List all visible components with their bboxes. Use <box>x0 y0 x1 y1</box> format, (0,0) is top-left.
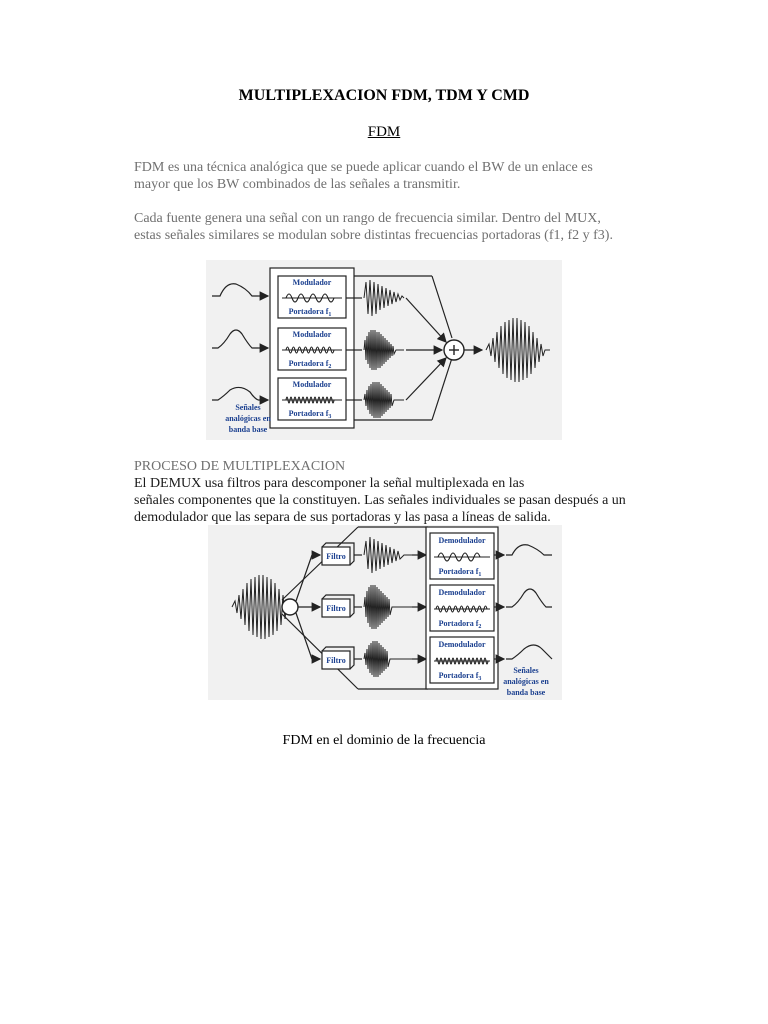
paragraph-line: mayor que los BW combinados de las señales a transmitir. <box>134 177 461 192</box>
baseband-signal-2 <box>212 330 258 348</box>
filtered-signal-2 <box>364 585 412 629</box>
demux-carrier-label-2: Portadora $f_2$ <box>438 619 482 630</box>
demux-legend-line-1: Señales <box>513 666 539 675</box>
filter-label-3: Filtro <box>326 656 346 665</box>
baseband-signal-1 <box>212 284 258 296</box>
mux-diagram <box>206 260 562 440</box>
paragraph-line: demodulador que las separa de sus portadoras y las pasa a líneas de salida. <box>134 510 551 525</box>
carrier-label-3: Portadora $f_3$ <box>288 409 332 420</box>
demodulator-label-1: Demodulador <box>438 536 486 545</box>
paragraph-line: Cada fuente genera una señal con un rango de frecuencia similar. Dentro del MUX, <box>134 211 601 226</box>
modulated-signal-3 <box>364 382 404 418</box>
modulated-signal-1 <box>364 280 404 316</box>
legend-line-2: analógicas en <box>225 414 271 423</box>
paragraph-line: El DEMUX usa filtros para descomponer la señal multiplexada en las <box>134 476 525 491</box>
multiplexed-signal <box>486 318 550 382</box>
demux-carrier-label-3: Portadora $f_3$ <box>438 671 482 682</box>
paragraph-fdm-intro <box>134 159 674 193</box>
carrier-label-2: Portadora $f_2$ <box>288 359 332 370</box>
demodulator-label-2: Demodulador <box>438 588 486 597</box>
output-baseband-1 <box>506 545 552 555</box>
modulator-label-3: Modulador <box>292 380 332 389</box>
carrier-label-1: Portadora $f_1$ <box>288 307 332 318</box>
paragraph-line: FDM es una técnica analógica que se puede aplicar cuando el BW de un enlace es <box>134 160 593 175</box>
demux-legend-line-3: banda base <box>506 688 546 697</box>
demodulator-label-3: Demodulador <box>438 640 486 649</box>
output-baseband-2 <box>506 589 552 607</box>
paragraph-line: señales componentes que la constituyen. Las señales individuales se pasan después a un <box>134 493 626 508</box>
legend-line-1: Señales <box>235 403 261 412</box>
output-baseband-3 <box>506 645 552 659</box>
baseband-signal-3 <box>212 387 258 400</box>
paragraph-line: estas señales similares se modulan sobre distintas frecuencias portadoras (f1, f2 y f3). <box>134 228 613 243</box>
paragraph-sources <box>134 210 674 244</box>
filter-label-2: Filtro <box>326 604 346 613</box>
page-title: MULTIPLEXACION FDM, TDM Y CMD <box>238 87 530 104</box>
section-heading-multiplexing <box>134 458 694 475</box>
filtered-signal-3 <box>364 641 412 677</box>
modulated-signal-2 <box>364 330 404 370</box>
section-heading-text: PROCESO DE MULTIPLEXACION <box>134 459 346 474</box>
demux-diagram <box>208 525 562 700</box>
paragraph-demux <box>134 475 694 526</box>
legend-line-3: banda base <box>228 425 268 434</box>
demux-legend-line-2: analógicas en <box>503 677 549 686</box>
filter-label-1: Filtro <box>326 552 346 561</box>
modulator-label-1: Modulador <box>292 278 332 287</box>
section-title-fdm: FDM <box>367 124 401 140</box>
split-node <box>282 599 298 615</box>
figure-caption: FDM en el dominio de la frecuencia <box>282 733 486 748</box>
modulator-label-2: Modulador <box>292 330 332 339</box>
filtered-signal-1 <box>364 537 412 573</box>
demux-carrier-label-1: Portadora $f_1$ <box>438 567 482 578</box>
